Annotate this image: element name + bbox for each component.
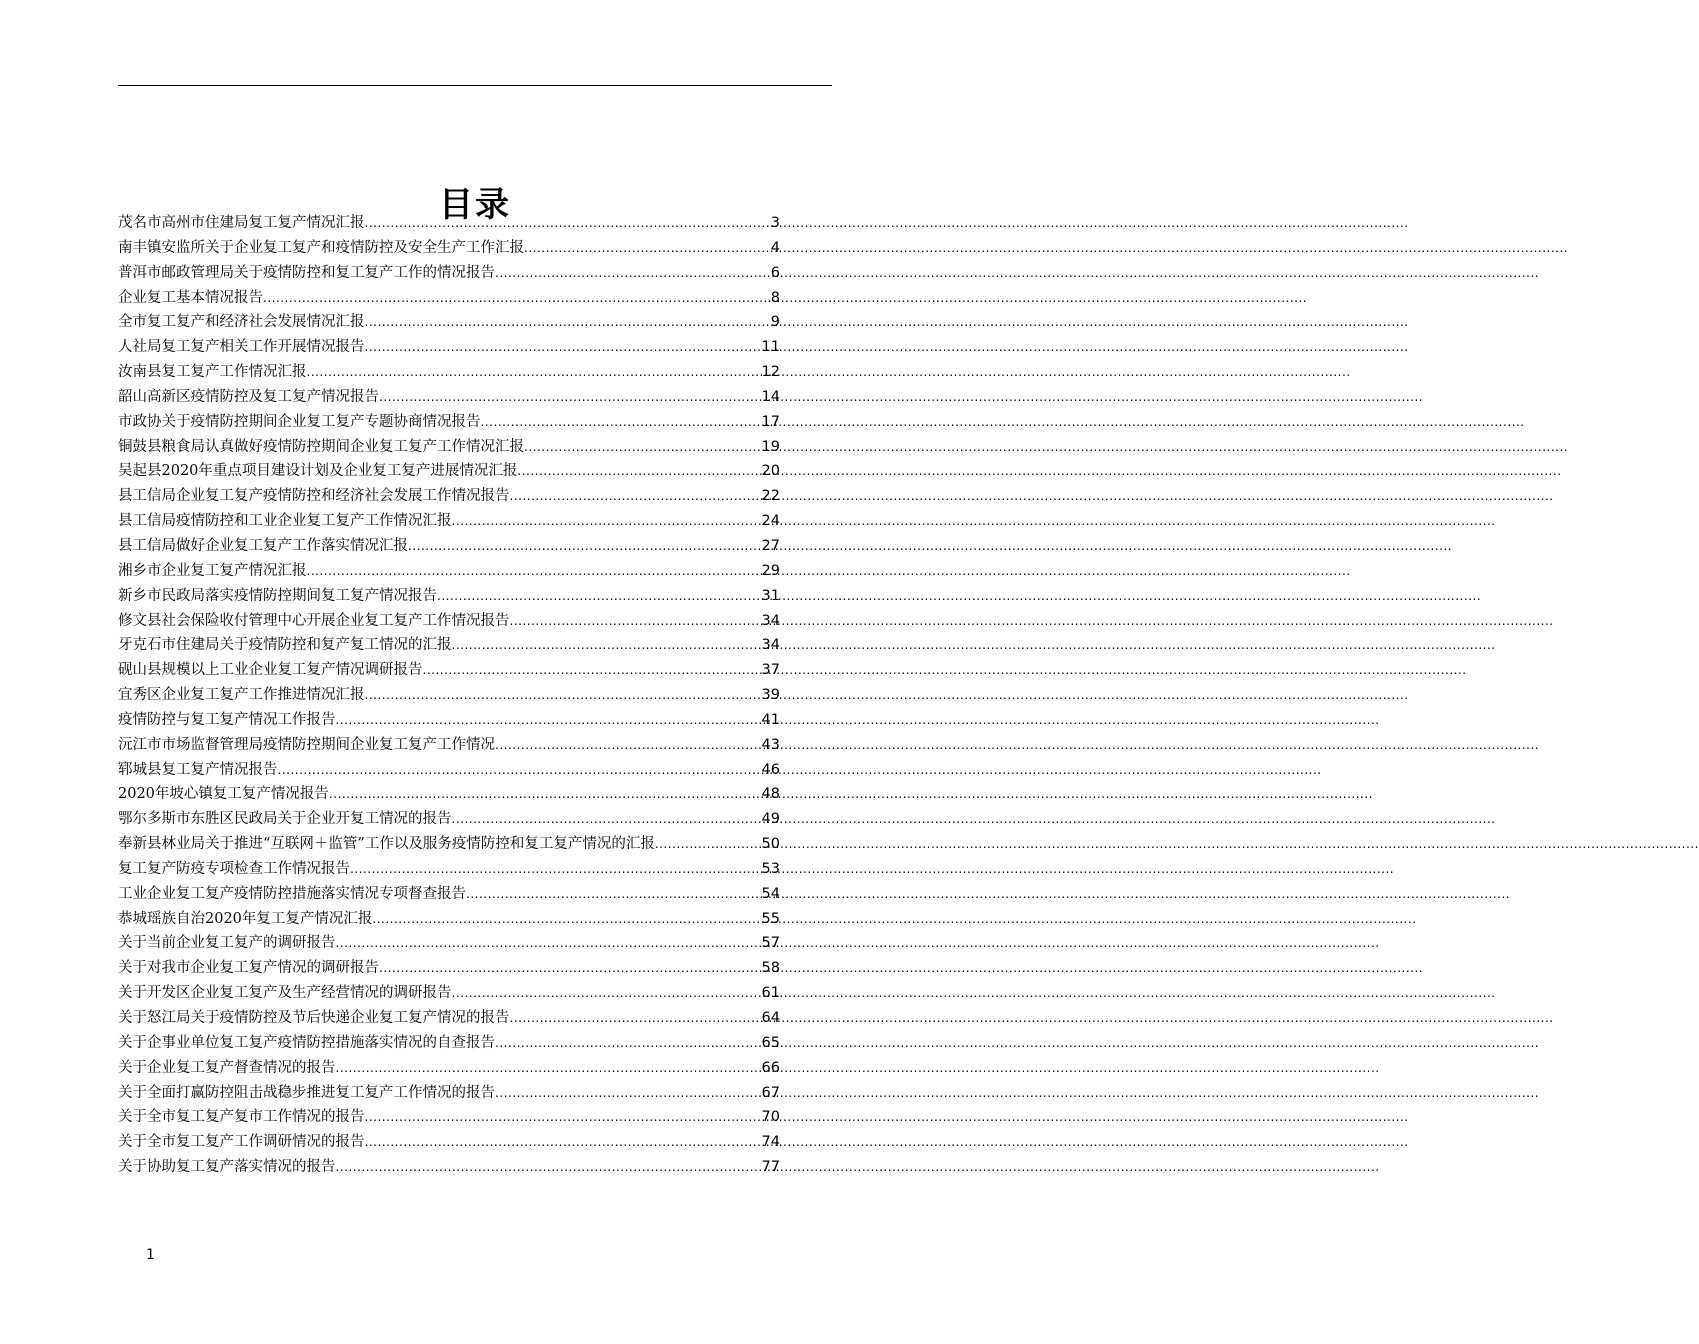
toc-dot-leader <box>466 882 761 907</box>
toc-dot-leader <box>524 435 761 460</box>
toc-entry-title[interactable]: 关于对我市企业复工复产情况的调研报告 <box>118 960 379 977</box>
toc-dot-leader <box>495 733 761 758</box>
toc-entry-page-number[interactable]: 57 <box>761 935 780 952</box>
toc-dot-leader <box>278 758 761 783</box>
toc-entry[interactable] <box>118 907 780 932</box>
toc-dot-leader <box>365 211 770 236</box>
toc-dot-leader <box>379 385 761 410</box>
toc-entry-title[interactable]: 关于全市复工复产工作调研情况的报告 <box>118 1134 365 1151</box>
toc-entry-page-number[interactable]: 74 <box>761 1134 780 1151</box>
toc-entry[interactable] <box>118 1081 780 1106</box>
toc-entry[interactable] <box>118 683 780 708</box>
toc-entry[interactable] <box>118 758 780 783</box>
toc-entry-title[interactable]: 南丰镇安监所关于企业复工复产和疫情防控及安全生产工作汇报 <box>118 239 524 256</box>
toc-entry[interactable] <box>118 385 780 410</box>
toc-entry[interactable] <box>118 633 780 658</box>
toc-entry[interactable] <box>118 459 780 484</box>
toc-entry-title[interactable]: 茂名市高州市住建局复工复产情况汇报 <box>118 215 365 231</box>
toc-entry-page-number[interactable]: 39 <box>761 687 780 704</box>
footer-page-number: 1 <box>146 1247 155 1263</box>
toc-entry-title[interactable]: 2020年坡心镇复工复产情况报告 <box>118 786 329 803</box>
toc-entry[interactable] <box>118 360 780 385</box>
toc-dot-leader <box>510 484 761 509</box>
toc-dot-leader <box>408 534 761 559</box>
toc-entry-title[interactable]: 郓城县复工复产情况报告 <box>118 761 278 778</box>
toc-dot-leader <box>452 981 761 1006</box>
toc-list <box>118 211 780 1180</box>
toc-entry-page-number[interactable]: 11 <box>761 339 780 356</box>
toc-entry-title[interactable]: 关于当前企业复工复产的调研报告 <box>118 935 336 952</box>
toc-entry-title[interactable]: 关于开发区企业复工复产及生产经营情况的调研报告 <box>118 985 452 1002</box>
toc-entry-title[interactable]: 县工信局疫情防控和工业企业复工复产工作情况汇报 <box>118 513 452 530</box>
toc-dot-leader <box>365 1105 761 1130</box>
toc-entry[interactable] <box>118 807 780 832</box>
toc-entry-page-number[interactable]: 34 <box>761 637 780 654</box>
toc-entry[interactable] <box>118 534 780 559</box>
toc-entry-page-number[interactable]: 8 <box>770 289 780 306</box>
toc-entry-title[interactable]: 企业复工基本情况报告 <box>118 289 263 306</box>
toc-entry-page-number[interactable]: 53 <box>761 860 780 877</box>
toc-entry-title[interactable]: 宜秀区企业复工复产工作推进情况汇报 <box>118 687 365 704</box>
toc-entry-title[interactable]: 复工复产防疫专项检查工作情况报告 <box>118 860 350 877</box>
toc-dot-leader <box>365 310 770 335</box>
toc-entry-page-number[interactable]: 17 <box>761 413 780 430</box>
toc-entry[interactable] <box>118 435 780 460</box>
toc-entry[interactable] <box>118 1155 780 1180</box>
toc-entry-page-number[interactable]: 77 <box>761 1159 780 1176</box>
toc-entry[interactable] <box>118 310 780 335</box>
toc-dot-leader <box>517 459 760 484</box>
toc-entry-title[interactable]: 韶山高新区疫情防控及复工复产情况报告 <box>118 388 379 405</box>
toc-entry-page-number[interactable]: 4 <box>770 239 780 256</box>
toc-entry-page-number[interactable]: 43 <box>761 736 780 753</box>
toc-entry-page-number[interactable]: 65 <box>761 1034 780 1051</box>
toc-entry[interactable] <box>118 981 780 1006</box>
toc-dot-leader <box>510 609 761 634</box>
toc-dot-leader <box>379 956 761 981</box>
toc-entry-title[interactable]: 恭城瑶族自治2020年复工复产情况汇报 <box>118 910 373 927</box>
toc-entry-page-number[interactable]: 55 <box>761 910 780 927</box>
toc-entry[interactable] <box>118 658 780 683</box>
toc-dot-leader <box>495 261 770 286</box>
toc-entry[interactable] <box>118 584 780 609</box>
toc-entry-title[interactable]: 关于企事业单位复工复产疫情防控措施落实情况的自查报告 <box>118 1034 495 1051</box>
toc-entry[interactable] <box>118 1105 780 1130</box>
toc-entry-page-number[interactable]: 34 <box>761 612 780 629</box>
toc-entry-title[interactable]: 关于全面打赢防控阻击战稳步推进复工复产工作情况的报告 <box>118 1084 495 1101</box>
toc-entry-page-number[interactable]: 41 <box>761 711 780 728</box>
toc-entry[interactable] <box>118 236 780 261</box>
toc-entry-title[interactable]: 人社局复工复产相关工作开展情况报告 <box>118 339 365 356</box>
toc-dot-leader <box>329 782 761 807</box>
toc-dot-leader <box>365 1130 761 1155</box>
toc-entry[interactable] <box>118 286 780 311</box>
toc-entry-page-number[interactable]: 54 <box>761 885 780 902</box>
toc-entry-title[interactable]: 汝南县复工复产工作情况汇报 <box>118 364 307 381</box>
toc-entry-page-number[interactable]: 49 <box>761 811 780 828</box>
toc-entry-page-number[interactable]: 12 <box>761 364 780 381</box>
toc-dot-leader <box>481 410 761 435</box>
toc-entry-page-number[interactable]: 6 <box>770 264 780 281</box>
toc-entry-title[interactable]: 湘乡市企业复工复产情况汇报 <box>118 562 307 579</box>
toc-entry-title[interactable]: 工业企业复工复产疫情防控措施落实情况专项督查报告 <box>118 885 466 902</box>
toc-dot-leader <box>365 335 761 360</box>
toc-entry-page-number[interactable]: 14 <box>761 388 780 405</box>
toc-entry-page-number[interactable]: 50 <box>761 836 780 853</box>
toc-entry[interactable] <box>118 931 780 956</box>
toc-dot-leader <box>350 857 761 882</box>
toc-entry-page-number[interactable]: 29 <box>761 562 780 579</box>
toc-entry-title[interactable]: 关于协助复工复产落实情况的报告 <box>118 1159 336 1176</box>
toc-dot-leader <box>263 286 770 311</box>
toc-entry[interactable] <box>118 410 780 435</box>
toc-entry-page-number[interactable]: 19 <box>761 438 780 455</box>
toc-entry[interactable] <box>118 559 780 584</box>
toc-entry[interactable] <box>118 335 780 360</box>
toc-entry[interactable] <box>118 484 780 509</box>
toc-entry-page-number[interactable]: 37 <box>761 662 780 679</box>
toc-dot-leader <box>423 658 761 683</box>
toc-entry-page-number[interactable]: 70 <box>761 1109 780 1126</box>
header-rule <box>118 85 832 86</box>
toc-entry-page-number[interactable]: 27 <box>761 537 780 554</box>
toc-entry-page-number[interactable]: 24 <box>761 513 780 530</box>
toc-entry-title[interactable]: 奉新县林业局关于推进“互联网＋监管”工作以及服务疫情防控和复工复产情况的汇报 <box>118 836 655 853</box>
toc-entry[interactable] <box>118 1006 780 1031</box>
toc-dot-leader <box>510 1006 761 1031</box>
toc-entry[interactable] <box>118 956 780 981</box>
toc-entry-page-number[interactable]: 66 <box>761 1059 780 1076</box>
toc-entry[interactable] <box>118 708 780 733</box>
toc-entry[interactable] <box>118 1130 780 1155</box>
toc-entry[interactable] <box>118 1031 780 1056</box>
toc-title: 目录 <box>439 184 511 225</box>
toc-entry-title[interactable]: 市政协关于疫情防控期间企业复工复产专题协商情况报告 <box>118 413 481 430</box>
toc-dot-leader <box>495 1081 761 1106</box>
toc-entry-title[interactable]: 关于企业复工复产督查情况的报告 <box>118 1059 336 1076</box>
toc-entry-page-number[interactable]: 3 <box>770 215 780 231</box>
toc-entry-page-number[interactable]: 20 <box>761 463 780 480</box>
toc-entry-title[interactable]: 牙克石市住建局关于疫情防控和复产复工情况的汇报 <box>118 637 452 654</box>
toc-dot-leader <box>336 1155 761 1180</box>
toc-entry-page-number[interactable]: 22 <box>761 488 780 505</box>
toc-dot-leader <box>365 683 761 708</box>
toc-entry-title[interactable]: 修文县社会保险收付管理中心开展企业复工复产工作情况报告 <box>118 612 510 629</box>
toc-entry[interactable] <box>118 782 780 807</box>
toc-entry[interactable] <box>118 609 780 634</box>
toc-entry[interactable] <box>118 733 780 758</box>
toc-dot-leader <box>437 584 761 609</box>
toc-dot-leader <box>372 907 760 932</box>
toc-entry-title[interactable]: 新乡市民政局落实疫情防控期间复工复产情况报告 <box>118 587 437 604</box>
toc-entry-title[interactable]: 全市复工复产和经济社会发展情况汇报 <box>118 314 365 331</box>
toc-entry[interactable] <box>118 261 780 286</box>
toc-entry[interactable] <box>118 882 780 907</box>
toc-entry[interactable] <box>118 1056 780 1081</box>
toc-dot-leader <box>336 708 761 733</box>
toc-entry-page-number[interactable]: 48 <box>761 786 780 803</box>
toc-entry-title[interactable]: 普洱市邮政管理局关于疫情防控和复工复产工作的情况报告 <box>118 264 495 281</box>
toc-entry-title[interactable]: 县工信局做好企业复工复产工作落实情况汇报 <box>118 537 408 554</box>
toc-entry-page-number[interactable]: 9 <box>770 314 780 331</box>
toc-entry-page-number[interactable]: 61 <box>761 985 780 1002</box>
toc-entry-title[interactable]: 吴起县2020年重点项目建设计划及企业复工复产进展情况汇报 <box>118 463 518 480</box>
toc-dot-leader <box>336 931 761 956</box>
toc-dot-leader <box>452 633 761 658</box>
toc-entry-page-number[interactable]: 64 <box>761 1010 780 1026</box>
toc-entry-title[interactable]: 县工信局企业复工复产疫情防控和经济社会发展工作情况报告 <box>118 488 510 505</box>
toc-entry-title[interactable]: 铜鼓县粮食局认真做好疫情防控期间企业复工复产工作情况汇报 <box>118 438 524 455</box>
toc-dot-leader <box>655 832 761 857</box>
toc-entry[interactable] <box>118 832 780 857</box>
toc-entry-title[interactable]: 疫情防控与复工复产情况工作报告 <box>118 711 336 728</box>
toc-entry-title[interactable]: 关于怒江局关于疫情防控及节后快递企业复工复产情况的报告 <box>118 1010 510 1026</box>
toc-entry-page-number[interactable]: 31 <box>761 587 780 604</box>
toc-dot-leader <box>307 360 761 385</box>
toc-dot-leader <box>336 1056 761 1081</box>
toc-entry[interactable] <box>118 509 780 534</box>
toc-dot-leader <box>307 559 761 584</box>
toc-dot-leader <box>524 236 770 261</box>
toc-entry-title[interactable]: 沅江市市场监督管理局疫情防控期间企业复工复产工作情况 <box>118 736 495 753</box>
toc-dot-leader <box>452 807 761 832</box>
toc-entry-title[interactable]: 砚山县规模以上工业企业复工复产情况调研报告 <box>118 662 423 679</box>
toc-entry-title[interactable]: 关于全市复工复产复市工作情况的报告 <box>118 1109 365 1126</box>
toc-entry-page-number[interactable]: 58 <box>761 960 780 977</box>
toc-entry[interactable] <box>118 211 780 236</box>
toc-dot-leader <box>495 1031 761 1056</box>
toc-entry[interactable] <box>118 857 780 882</box>
toc-entry-page-number[interactable]: 67 <box>761 1084 780 1101</box>
toc-entry-title[interactable]: 鄂尔多斯市东胜区民政局关于企业开复工情况的报告 <box>118 811 452 828</box>
toc-dot-leader <box>452 509 761 534</box>
toc-entry-page-number[interactable]: 46 <box>761 761 780 778</box>
